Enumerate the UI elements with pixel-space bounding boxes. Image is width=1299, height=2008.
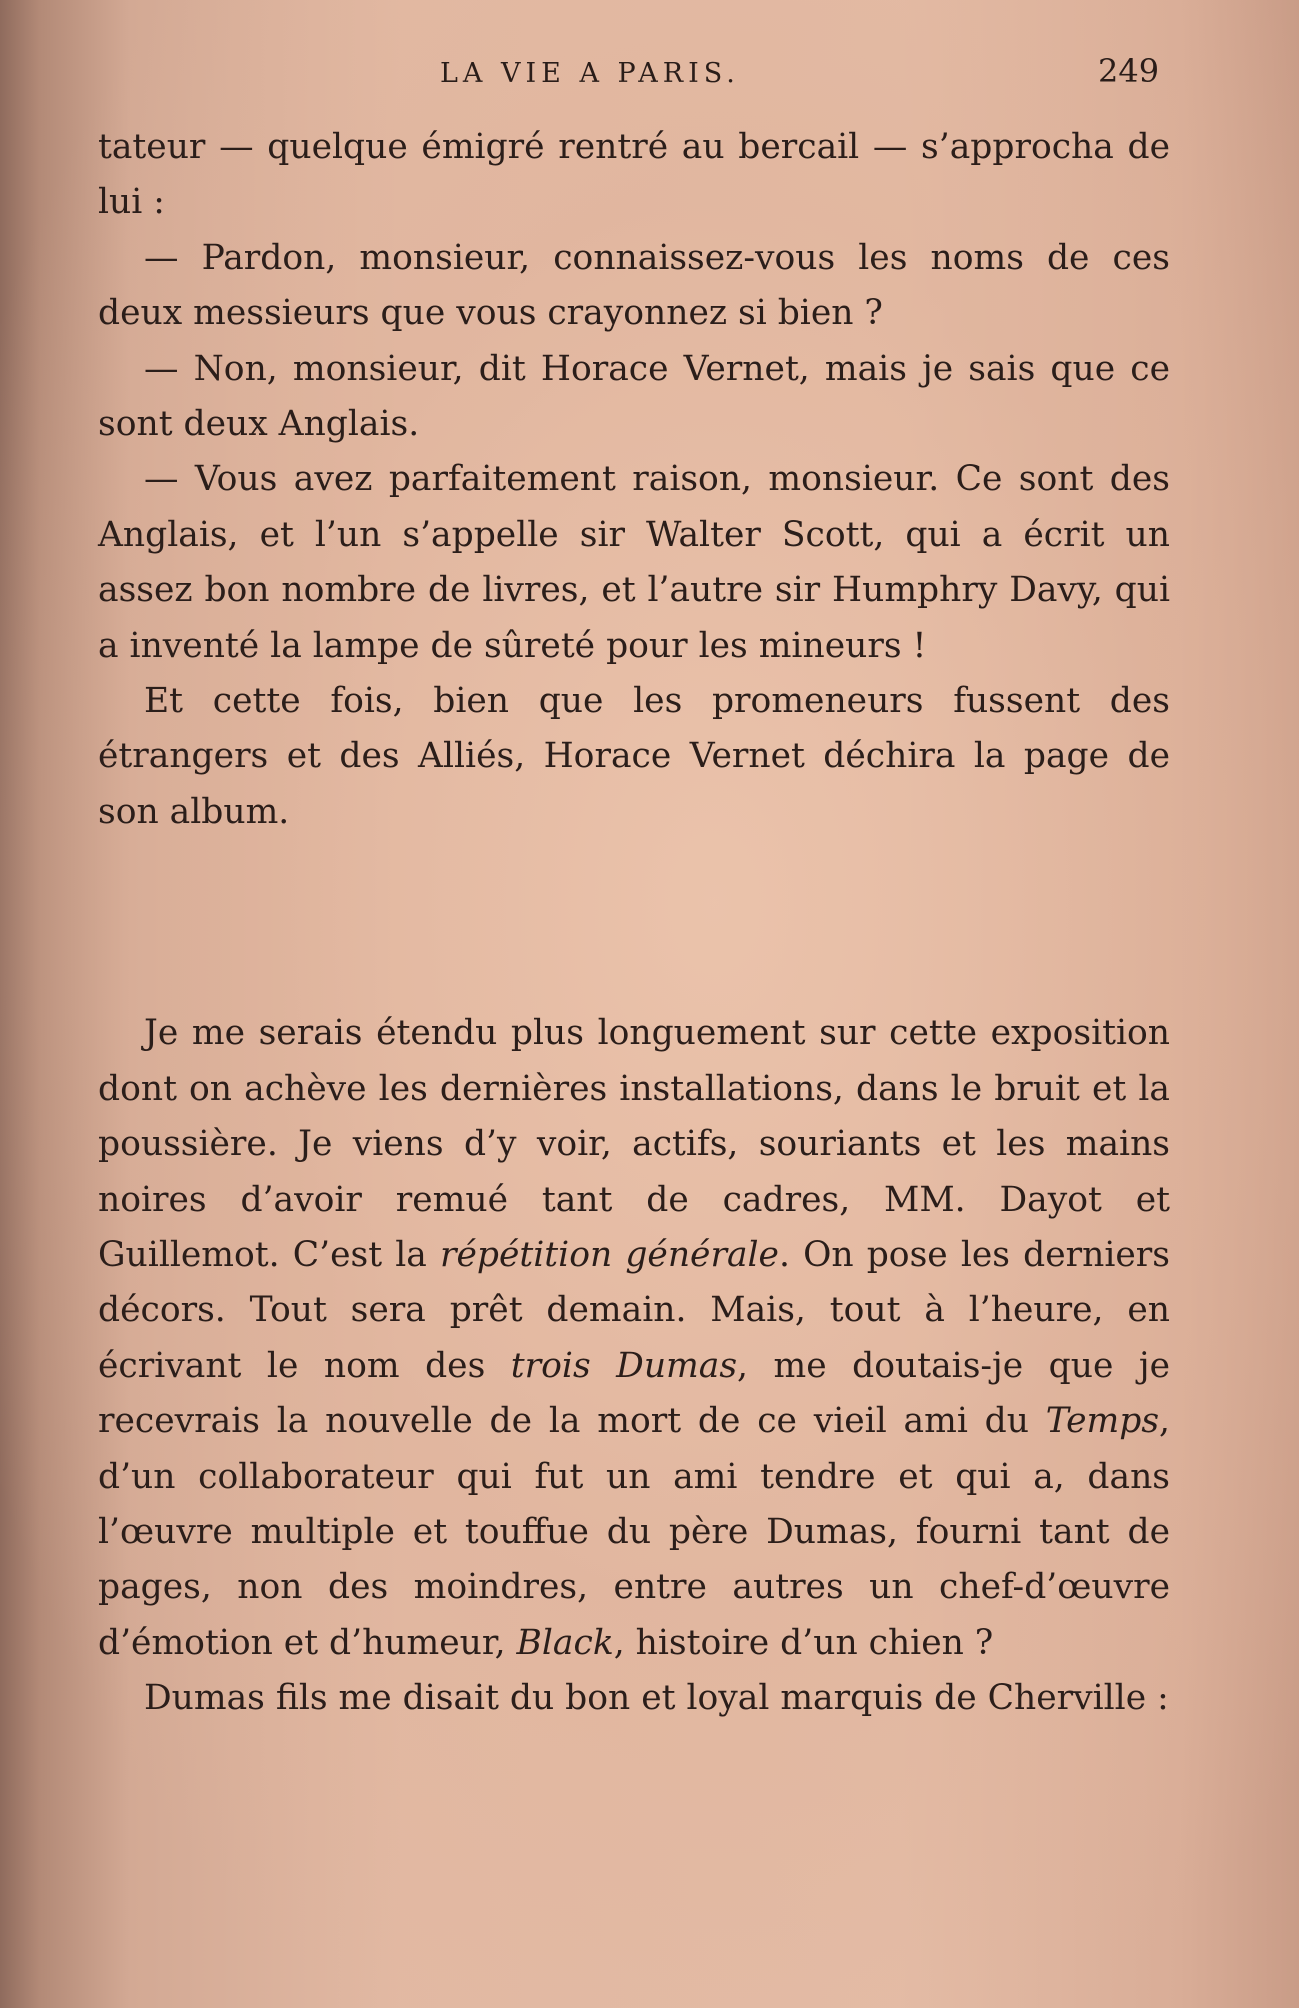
italic-text-run: trois Dumas — [510, 1345, 738, 1386]
text-run: Dumas fils me disait du bon et loyal marquis de Cherville : — [144, 1678, 1169, 1719]
running-title: LA VIE A PARIS. — [440, 58, 740, 89]
section-break — [98, 840, 1170, 1006]
page-number: 249 — [1098, 52, 1160, 90]
italic-text-run: Temps — [1045, 1401, 1160, 1442]
paragraph — [98, 1006, 1170, 1671]
section-after — [98, 1006, 1170, 1726]
text-run: , histoire d’un chien ? — [613, 1622, 994, 1663]
text-run: , d’un collaborateur qui fut un ami tendre et qui a, dans l’œuvre multiple et touffue du père Dumas, fourni tant de pages, non des moindres, entre autres un chef-d’œuvre d’émotion et d’humeur, — [98, 1401, 1170, 1663]
text-run: . On pose les derniers décors. Tout sera prêt demain. Mais, tout à l’heure, en écrivant le nom des — [98, 1234, 1170, 1386]
text-run: , me doutais-je que je recevrais la nouvelle de la mort de ce vieil ami du — [98, 1345, 1171, 1442]
section-before — [98, 120, 1170, 840]
paragraph — [98, 231, 1170, 342]
text-run: — Non, monsieur, dit Horace Vernet, mais je sais que ce sont deux Anglais. — [98, 348, 1170, 445]
text-run: Je me serais étendu plus longuement sur cette exposition dont on achève les dernières installations, dans le bruit et la poussière. Je viens d’y voir, actifs, souriants et les mains noires d’avoir remué tant de cadres, MM. Dayot et Guillemot. C’est la — [98, 1013, 1170, 1275]
paragraph — [98, 120, 1170, 231]
italic-text-run: Black — [516, 1622, 614, 1663]
page-header — [0, 52, 1299, 102]
text-run: — Vous avez parfaitement raison, monsieur. Ce sont des Anglais, et l’un s’appelle sir Walter Scott, qui a écrit un assez bon nombre de livres, et l’autre sir Humphry Davy, qui a inventé la lampe de sûreté pour les mineurs ! — [98, 459, 1170, 666]
text-run: tateur — quelque émigré rentré au bercail — s’approcha de lui : — [98, 127, 1170, 223]
paragraph — [98, 1671, 1170, 1726]
text-run: Et cette fois, bien que les promeneurs fussent des étrangers et des Alliés, Horace Vernet déchira la page de son album. — [98, 681, 1170, 832]
text-run: — Pardon, monsieur, connaissez-vous les noms de ces deux messieurs que vous crayonnez si bien ? — [98, 237, 1170, 334]
paragraph — [98, 674, 1170, 840]
paragraph — [98, 342, 1170, 453]
body-text — [98, 120, 1170, 1727]
italic-text-run: répétition générale — [439, 1234, 779, 1275]
paragraph — [98, 452, 1170, 674]
